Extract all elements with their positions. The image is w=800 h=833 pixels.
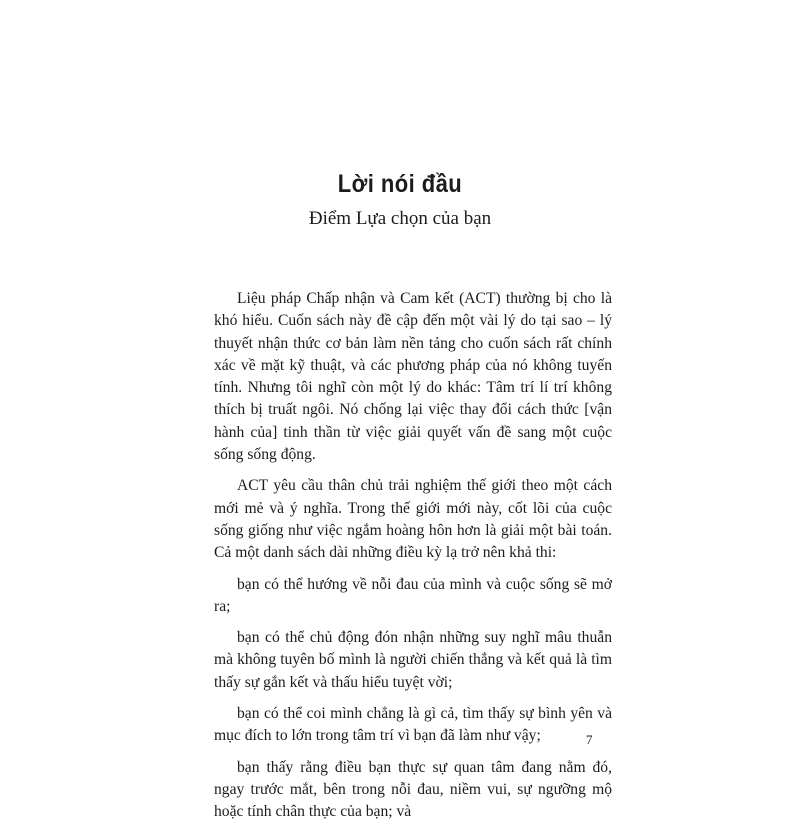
paragraph: ACT yêu cầu thân chủ trải nghiệm thế giới theo một cách mới mẻ và ý nghĩa. Trong thế giới mới này, cốt lõi của cuộc sống giống như việc ngắm hoàng hôn hơn là giải một bài toán. Cả một danh sách dài những điều kỳ lạ trở nên khả thi: xyxy=(214,477,612,562)
list-item: bạn có thể chủ động đón nhận những suy nghĩ mâu thuẫn mà không tuyên bố mình là người chiến thắng và kết quả là tìm thấy sự gắn kết và thấu hiểu tuyệt vời; xyxy=(214,629,612,691)
chapter-subtitle: Điểm Lựa chọn của bạn xyxy=(308,208,492,229)
list-item: bạn có thể coi mình chẳng là gì cả, tìm thấy sự bình yên và mục đích to lớn trong tâm trí vì bạn đã làm như vậy; xyxy=(214,705,612,745)
body-text xyxy=(214,288,612,833)
list-item: bạn thấy rằng điều bạn thực sự quan tâm đang nằm đó, ngay trước mắt, bên trong nỗi đau, niềm vui, sự ngưỡng mộ hoặc tính chân thực của bạn; và xyxy=(214,758,612,821)
list-item: bạn có thể hướng về nỗi đau của mình và cuộc sống sẽ mở ra; xyxy=(214,575,612,615)
page-number: 7 xyxy=(586,732,593,747)
chapter-title: Lời nói đầu xyxy=(337,170,463,198)
paragraph: Liệu pháp Chấp nhận và Cam kết (ACT) thường bị cho là khó hiểu. Cuốn sách này đề cập đến một vài lý do tại sao – lý thuyết nhận thức cơ bản làm nền tảng cho cuốn sách rất chính xác về mặt kỹ thuật, và các phương pháp của nó không tuyến tính. Nhưng tôi nghĩ còn một lý do khác: Tâm trí lí trí không thích bị truất ngôi. Nó chống lại việc thay đổi cách thức [vận hành của] tinh thần từ việc giải quyết vấn đề sang một cuộc sống sống động. xyxy=(214,290,612,464)
